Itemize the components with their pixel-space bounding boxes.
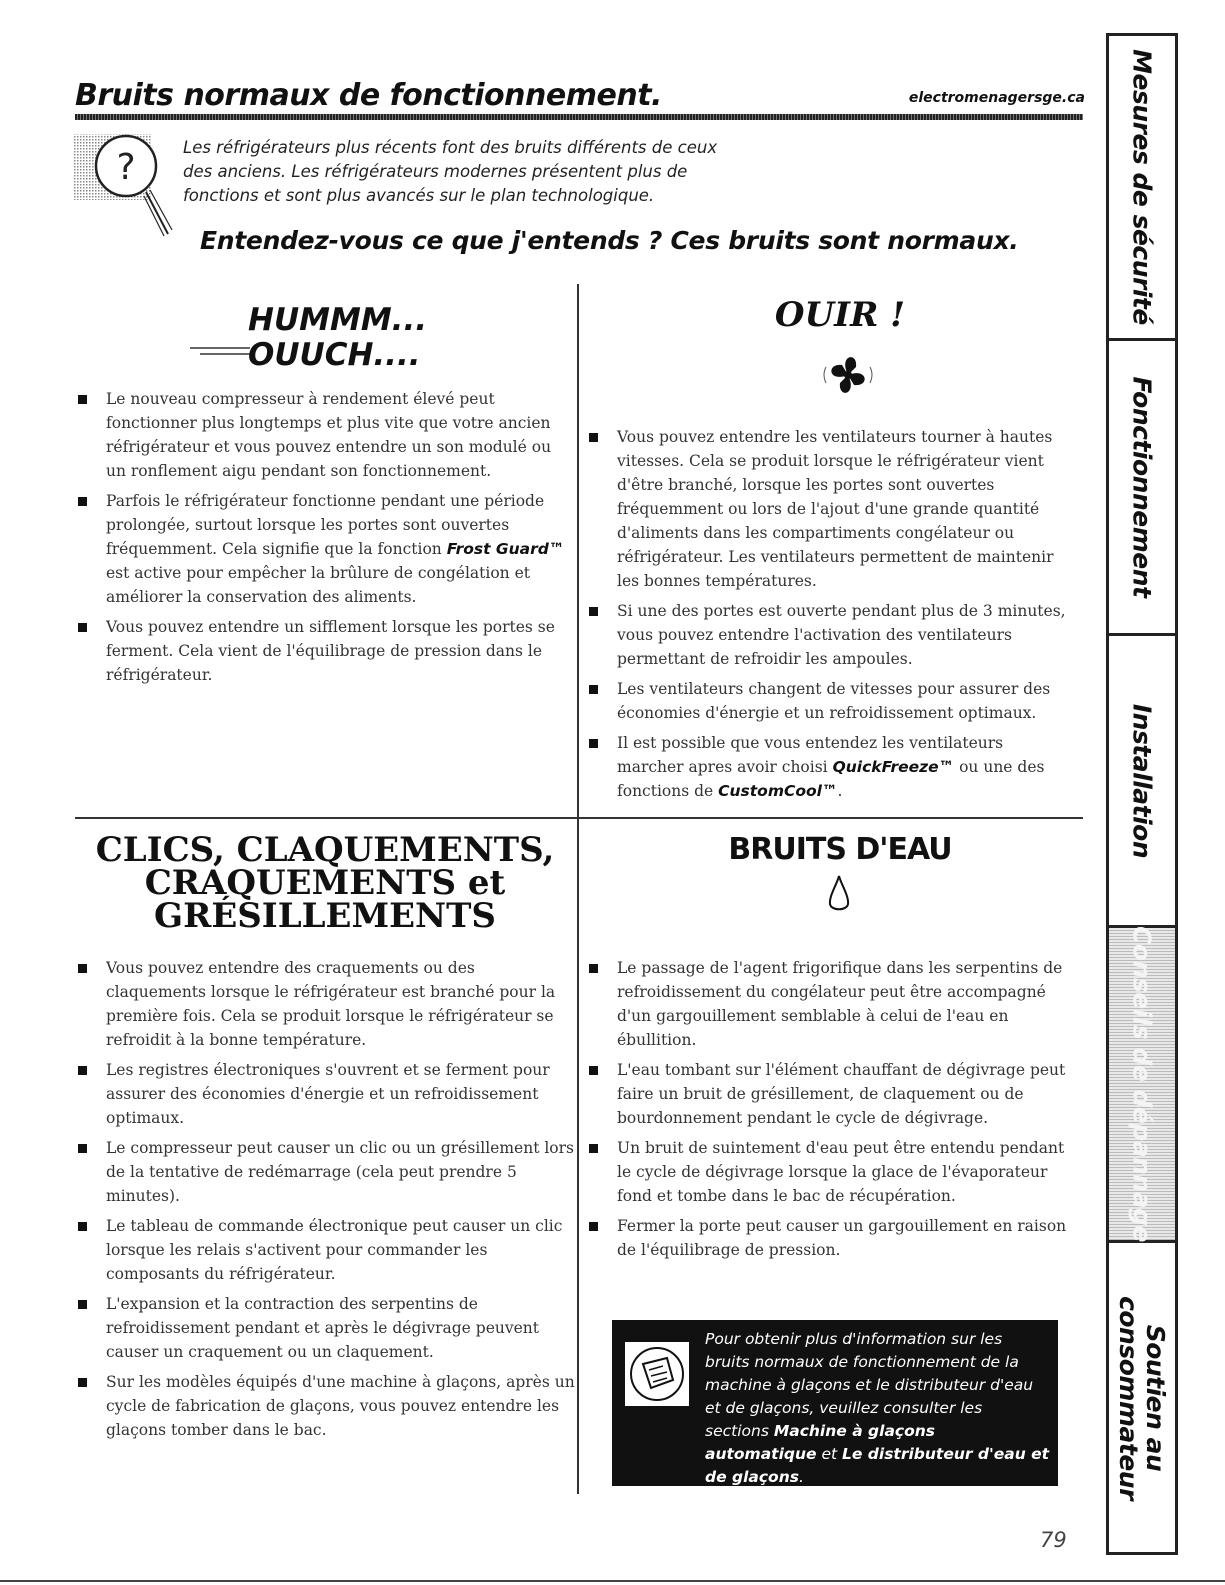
ouir-list bbox=[586, 425, 1074, 809]
tab-label: Conseils de dépannage bbox=[1127, 926, 1157, 1242]
tab-label: Fonctionnement bbox=[1127, 376, 1157, 598]
intro-line: Les réfrigérateurs plus récents font des bruits différents de ceux bbox=[183, 138, 718, 157]
website-url[interactable]: electromenagersge.ca bbox=[908, 90, 1085, 106]
sound-lines-icon bbox=[190, 345, 250, 359]
customcool-brand: CustomCool™ bbox=[718, 782, 838, 800]
clics-list bbox=[75, 956, 575, 1448]
section-divider bbox=[75, 817, 1083, 819]
list-item: Fermer la porte peut causer un gargouillement en raison de l'équilibrage de pression. bbox=[586, 1214, 1074, 1262]
tab-soutien-au-consommateur[interactable] bbox=[1109, 1243, 1175, 1552]
tab-fonctionnement[interactable] bbox=[1109, 341, 1175, 636]
list-item: Le tableau de commande électronique peut causer un clic lorsque les relais s'activent pour commander les composants du réfrigérateur. bbox=[75, 1214, 575, 1286]
list-item: Vous pouvez entendre les ventilateurs tourner à hautes vitesses. Cela se produit lorsque le réfrigérateur vient d'être branché, lorsque les portes sont ouvertes fréquemment ou lors de l'ajout d'une grande quantité d'aliments dans les compartiments congélateur ou réfrigérateur. Les ventilateurs permettent de maintenir les bonnes températures. bbox=[586, 425, 1074, 593]
list-item: Les ventilateurs changent de vitesses pour assurer des économies d'énergie et un refroidissement optimaux. bbox=[586, 677, 1074, 725]
list-item: L'eau tombant sur l'élément chauffant de dégivrage peut faire un bruit de grésillement, de claquement ou de bourdonnement pendant le cycle de dégivrage. bbox=[586, 1058, 1074, 1130]
hummm-list bbox=[75, 387, 575, 693]
section-title-ouir: OUIR ! bbox=[774, 295, 906, 335]
header-rule bbox=[75, 114, 1083, 120]
svg-text:?: ? bbox=[116, 147, 136, 188]
subtitle: Entendez-vous ce que j'entends ? Ces bruits sont normaux. bbox=[200, 226, 1019, 255]
water-drop-icon bbox=[826, 874, 852, 914]
tab-label: Installation bbox=[1127, 703, 1157, 858]
intro-line: des anciens. Les réfrigérateurs modernes présentent plus de bbox=[183, 162, 688, 181]
list-item: Un bruit de suintement d'eau peut être entendu pendant le cycle de dégivrage lorsque la glace de l'évaporateur fond et tombe dans le bac de récupération. bbox=[586, 1136, 1074, 1208]
list-item: Le nouveau compresseur à rendement élevé peut fonctionner plus longtemps et plus vite que votre ancien réfrigérateur et vous pouvez entendre un son modulé ou un ronflement aigu pendant son fonctionnement. bbox=[75, 387, 575, 483]
tab-label: Mesures de sécurité bbox=[1127, 49, 1157, 325]
ice-dispenser-icon bbox=[623, 1340, 691, 1408]
section-title-clics: CLICS, CLAQUEMENTS, CRAQUEMENTS et GRÉSILLEMENTS bbox=[95, 830, 555, 936]
intro-line: fonctions et sont plus avancés sur le plan technologique. bbox=[183, 186, 655, 205]
list-item: Parfois le réfrigérateur fonctionne pendant une période prolongée, surtout lorsque les portes sont ouvertes fréquemment. Cela signifie que la fonction Frost Guard™ est active pour empêcher la brûlure de congélation et améliorer la conservation des aliments. bbox=[75, 489, 575, 609]
dispenser-link[interactable]: Le distributeur d'eau et de glaçons bbox=[705, 1445, 1050, 1486]
bottom-rule bbox=[0, 1580, 1225, 1582]
tab-conseils-de-depannage[interactable] bbox=[1109, 928, 1175, 1243]
section-title-ouuch: OUUCH.... bbox=[248, 337, 421, 373]
section-title-hummm: HUMMM... bbox=[248, 302, 427, 338]
tab-label: Soutien au consommateur bbox=[1114, 1295, 1170, 1500]
tab-installation[interactable] bbox=[1109, 636, 1175, 928]
list-item: Vous pouvez entendre des craquements ou des claquements lorsque le réfrigérateur est branché pour la première fois. Cela se produit lorsque le réfrigérateur se refroidit à la bonne température. bbox=[75, 956, 575, 1052]
list-item: Le compresseur peut causer un clic ou un grésillement lors de la tentative de redémarrage (cela peut prendre 5 minutes). bbox=[75, 1136, 575, 1208]
ice-maker-link[interactable]: Machine à glaçons automatique bbox=[705, 1422, 936, 1463]
page-number: 79 bbox=[1040, 1528, 1067, 1552]
list-item: Vous pouvez entendre un sifflement lorsque les portes se ferment. Cela vient de l'équilibrage de pression dans le réfrigérateur. bbox=[75, 615, 575, 687]
info-note-text: Pour obtenir plus d'information sur les bruits normaux de fonctionnement de la machine à glaçons et le distributeur d'eau et de glaçons, veuillez consulter les sections Machine à glaçons automatique et Le distributeur d'eau et de glaçons. bbox=[705, 1330, 1050, 1486]
eau-list bbox=[586, 956, 1074, 1268]
list-item: Il est possible que vous entendez les ventilateurs marcher apres avoir choisi QuickFreeze™ ou une des fonctions de CustomCool™. bbox=[586, 731, 1074, 803]
page-title: Bruits normaux de fonctionnement. bbox=[75, 78, 662, 113]
list-item: Sur les modèles équipés d'une machine à glaçons, après un cycle de fabrication de glaçons, vous pouvez entendre les glaçons tomber dans le bac. bbox=[75, 1370, 575, 1442]
tab-mesures-de-securite[interactable] bbox=[1109, 36, 1175, 341]
list-item: Les registres électroniques s'ouvrent et se ferment pour assurer des économies d'énergie et un refroidissement optimaux. bbox=[75, 1058, 575, 1130]
column-divider bbox=[577, 284, 579, 1494]
list-item: Le passage de l'agent frigorifique dans les serpentins de refroidissement du congélateur peut être accompagné d'un gargouillement semblable à celui de l'eau en ébullition. bbox=[586, 956, 1074, 1052]
fan-icon bbox=[818, 345, 878, 405]
question-mark-icon bbox=[74, 130, 174, 240]
sidebar-tabs bbox=[1106, 33, 1178, 1555]
section-title-bruits-eau: BRUITS D'EAU bbox=[728, 832, 952, 867]
intro-text bbox=[183, 136, 743, 208]
quickfreeze-brand: QuickFreeze™ bbox=[832, 758, 955, 776]
frost-guard-brand: Frost Guard™ bbox=[446, 540, 565, 558]
list-item: L'expansion et la contraction des serpentins de refroidissement pendant et après le dégivrage peuvent causer un craquement ou un claquement. bbox=[75, 1292, 575, 1364]
list-item: Si une des portes est ouverte pendant plus de 3 minutes, vous pouvez entendre l'activation des ventilateurs permettant de refroidir les ampoules. bbox=[586, 599, 1074, 671]
